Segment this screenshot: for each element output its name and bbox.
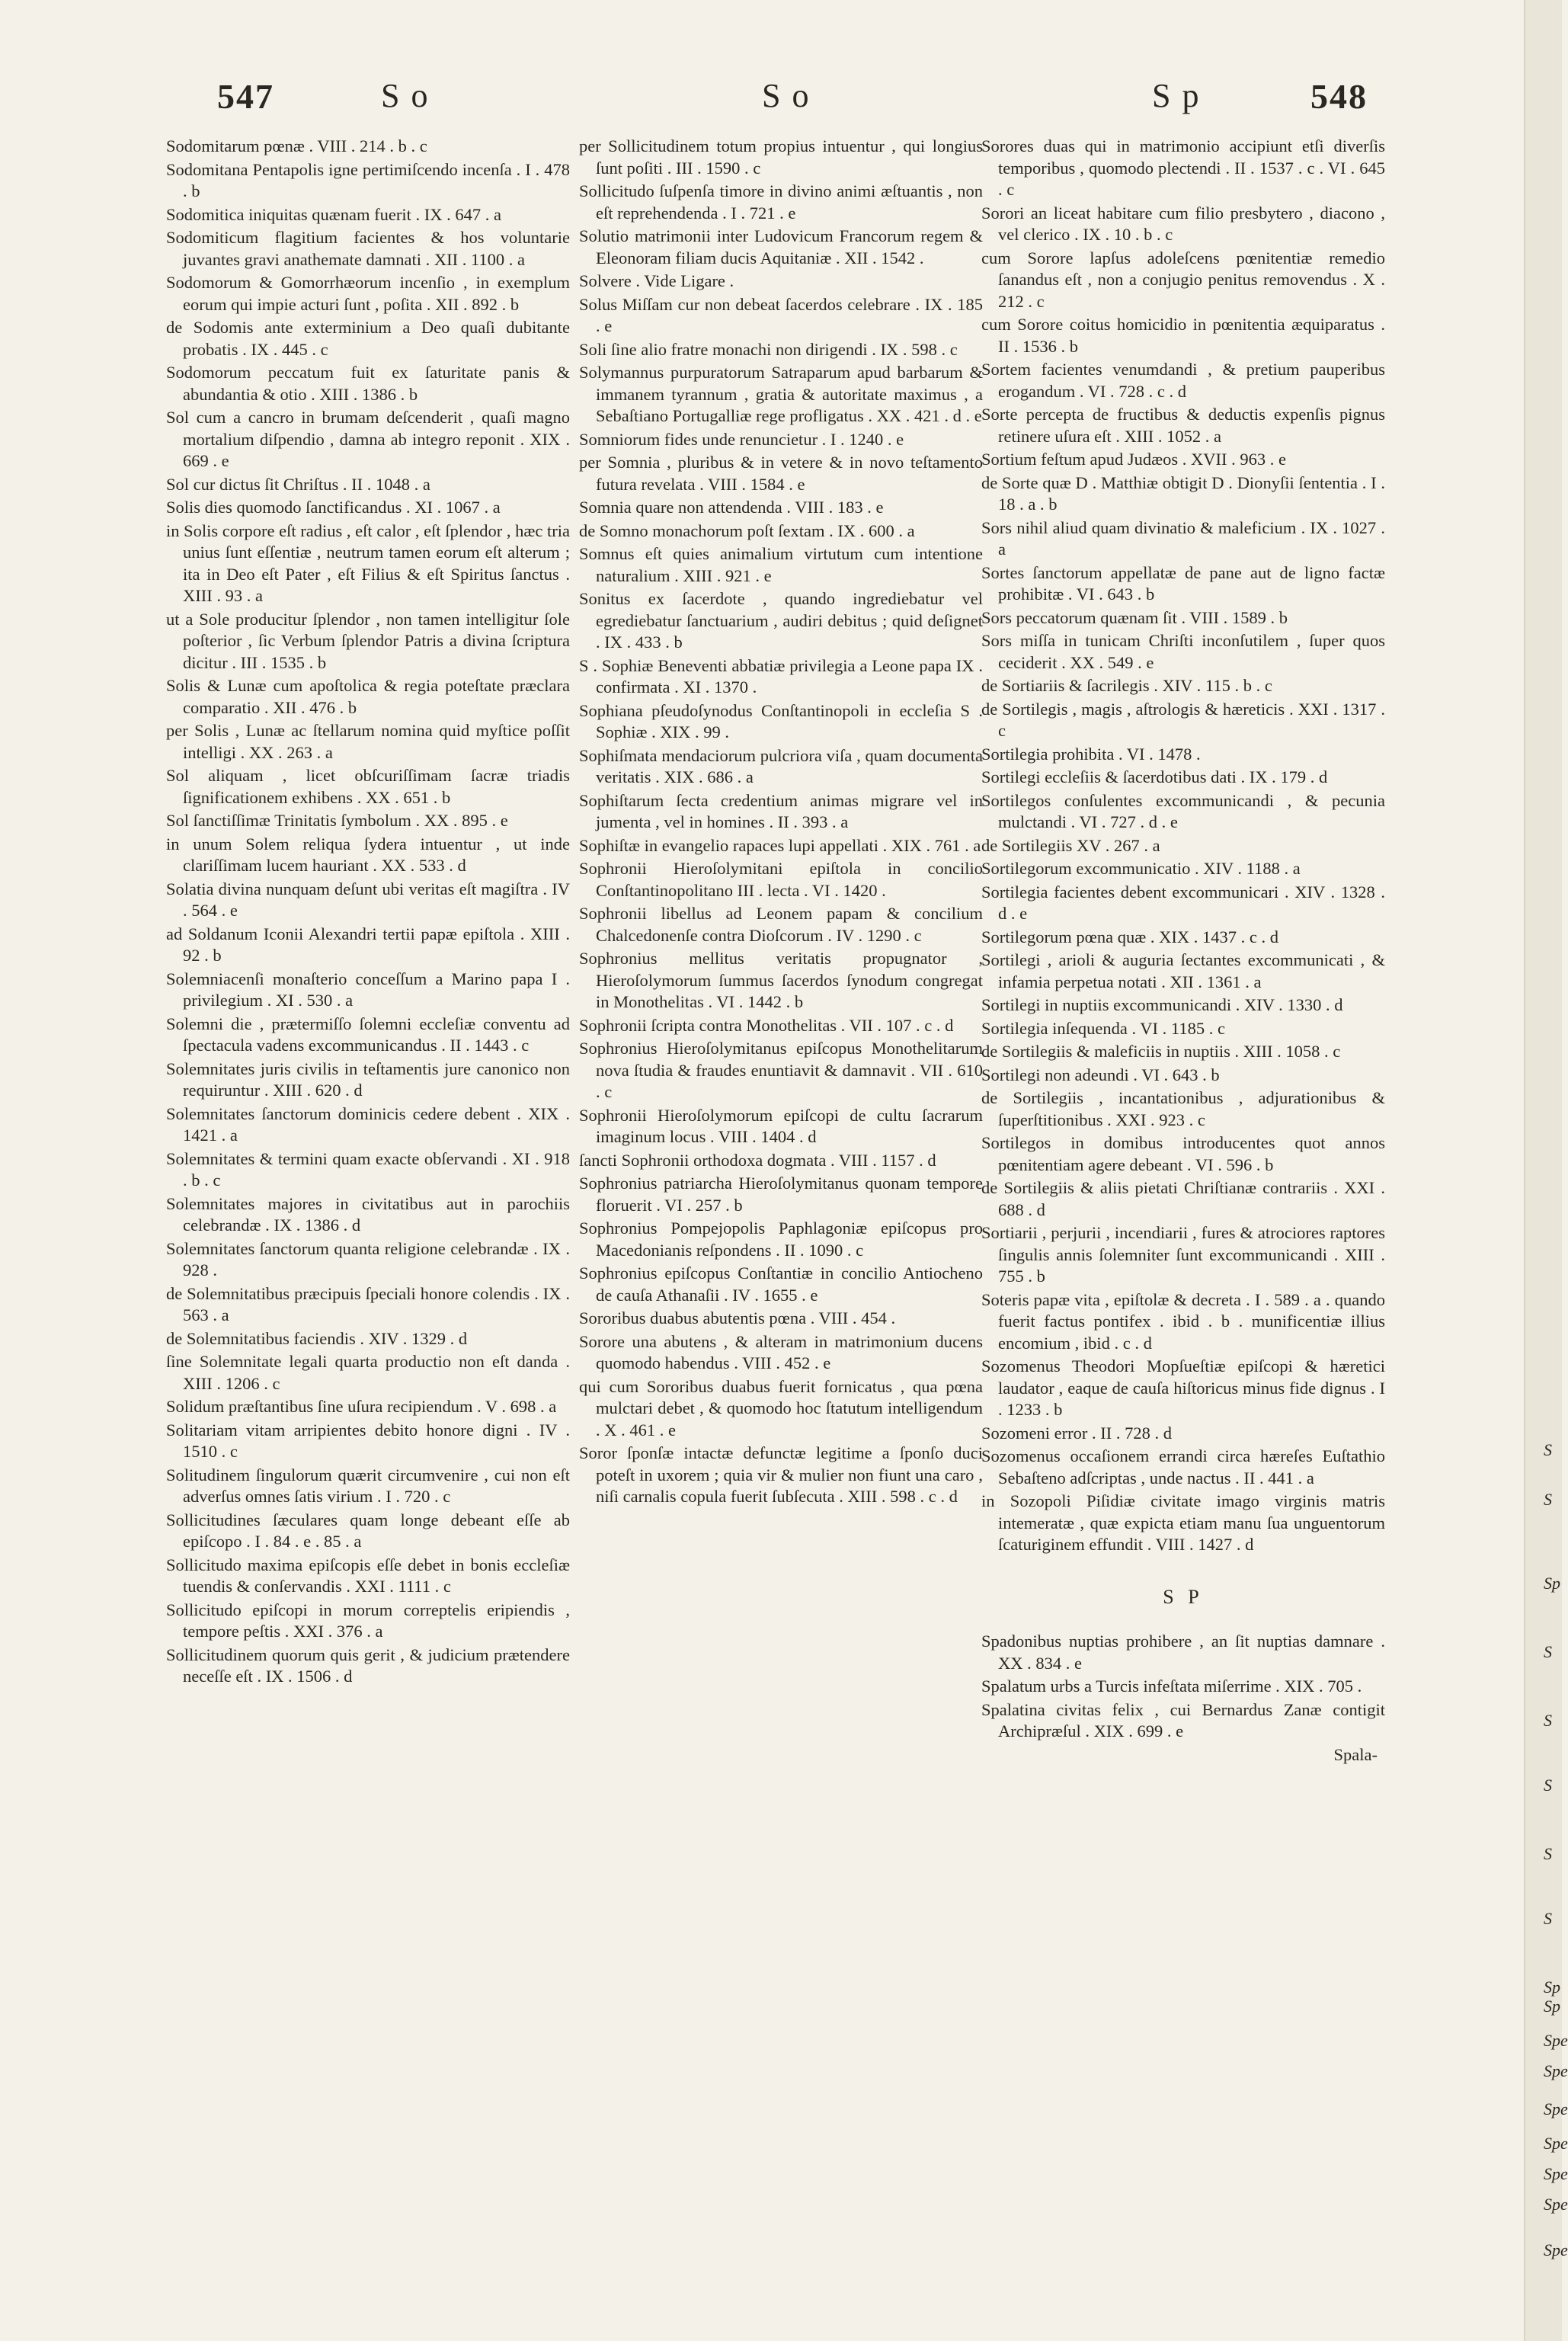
index-entry: Sophronius Hieroſolymitanus epiſcopus Monothelitarum nova ſtudia & fraudes enuntiavit & damnavit . VII . 610 . c <box>579 1039 983 1101</box>
index-column-2 <box>579 136 983 1510</box>
index-entry: Sodomitica iniquitas quænam fuerit . IX . 647 . a <box>166 204 501 224</box>
index-entry: S . Sophiæ Beneventi abbatiæ privilegia a Leone papa IX . confirmata . XI . 1370 . <box>579 655 983 697</box>
index-entry: Sortem facientes venumdandi , & pretium pauperibus erogandum . VI . 728 . c . d <box>981 360 1385 401</box>
index-entry: Spadonibus nuptias prohibere , an ſit nuptias damnare . XX . 834 . e <box>981 1632 1385 1673</box>
index-entry: ad Soldanum Iconii Alexandri tertii papæ epiſtola . XIII . 92 . b <box>166 924 570 965</box>
index-entry: de Sortiariis & ſacrilegis . XIV . 115 . b . c <box>981 676 1272 695</box>
index-entry: Sozomenus occaſionem errandi circa hæreſes Euſtathio Sebaſteno adſcriptas , unde nactus . II . 441 . a <box>981 1446 1385 1488</box>
index-entry: cum Sorore lapſus adoleſcens pœnitentiæ remedio ſanandus eſt , non a conjugio penitus removendus . X . 212 . c <box>981 248 1385 311</box>
margin-stub: S <box>1544 1642 1552 1661</box>
letters-left: S o <box>381 77 430 114</box>
index-entry: Sorores duas qui in matrimonio accipiunt etſi diverſis temporibus , quomodo plectendi . II . 1537 . c . VI . 645 . c <box>981 136 1385 199</box>
index-entry: Sodomorum & Gomorrhæorum incenſio , in exemplum eorum qui impie acturi ſunt , poſita . XII . 892 . b <box>166 273 570 314</box>
index-entry: de Sortilegis , magis , aſtrologis & hæreticis . XXI . 1317 . c <box>981 699 1385 740</box>
letters-center: S o <box>762 77 811 114</box>
index-entry: Somniorum fides unde renuncietur . I . 1240 . e <box>579 429 904 449</box>
index-entry: Sortilegia prohibita . VI . 1478 . <box>981 744 1201 764</box>
index-entry: Solitariam vitam arripientes debito honore digni . IV . 1510 . c <box>166 1420 570 1461</box>
index-entry: de Solemnitatibus faciendis . XIV . 1329 . d <box>166 1328 468 1348</box>
margin-stub: Spe <box>1544 2240 1568 2259</box>
index-entry: Solvere . Vide Ligare . <box>579 271 734 290</box>
index-entry: Solatia divina nunquam deſunt ubi veritas eſt magiſtra . IV . 564 . e <box>166 879 570 920</box>
index-entry: Sollicitudinem quorum quis gerit , & judicium prætendere neceſſe eſt . IX . 1506 . d <box>166 1644 570 1686</box>
index-entry: Sortilegorum pœna quæ . XIX . 1437 . c . d <box>981 927 1278 946</box>
index-entry: Sortilegorum excommunicatio . XIV . 1188 . a <box>981 859 1301 878</box>
margin-stub: Spe <box>1544 2031 1568 2050</box>
index-entry: de Somno monachorum poſt ſextam . IX . 600 . a <box>579 520 915 540</box>
index-entry: Soli ſine alio fratre monachi non dirigendi . IX . 598 . c <box>579 339 958 359</box>
index-entry: de Sortilegiis XV . 267 . a <box>981 835 1160 855</box>
index-entry: per Somnia , pluribus & in vetere & in novo teſtamento futura revelata . VIII . 1584 . e <box>579 453 983 494</box>
index-entry: Sodomorum peccatum fuit ex ſaturitate panis & abundantia & otio . XIII . 1386 . b <box>166 363 570 404</box>
index-entry: in Sozopoli Piſidiæ civitate imago virginis matris intemeratæ , quæ expicta etiam manu ſua unguentorum ſcaturiginem effundit . VIII . 1427 . d <box>981 1491 1385 1554</box>
index-entry: Sophronii ſcripta contra Monothelitas . VII . 107 . c . d <box>579 1015 954 1035</box>
index-entry: Sortiarii , perjurii , incendiarii , fures & atrociores raptores ſingulis annis ſolemniter ſunt excommunicandi . XIII . 755 . b <box>981 1223 1385 1286</box>
index-entry: Sol aliquam , licet obſcuriſſimam ſacræ triadis ſignificationem exhibens . XX . 651 . b <box>166 766 570 807</box>
index-entry: Sol ſanctiſſimæ Trinitatis ſymbolum . XX . 895 . e <box>166 811 508 830</box>
index-entry: Sorore una abutens , & alteram in matrimonium ducens quomodo habendus . VIII . 452 . e <box>579 1331 983 1372</box>
index-entry: Sozomenus Theodori Mopſueſtiæ epiſcopi & hæretici laudator , eaque de cauſa hiſtoricus minus fide dignus . I . 1233 . b <box>981 1356 1385 1419</box>
margin-stub: S <box>1544 1711 1552 1730</box>
index-entry: Sororibus duabus abutentis pœna . VIII . 454 . <box>579 1308 896 1327</box>
index-entry: Soteris papæ vita , epiſtolæ & decreta . I . 589 . a . quando fuerit factus pontifex . ibid . b . munificentiæ illius encomium , ibid . c . d <box>981 1289 1385 1353</box>
index-entry: Sors nihil aliud quam divinatio & maleficium . IX . 1027 . a <box>981 517 1385 559</box>
margin-stub: S <box>1544 1909 1552 1928</box>
index-entry: Solymannus purpuratorum Satraparum apud barbarum & immanem tyrannum , gratia & autoritate maximus , a Sebaſtiano Portugalliæ rege profligatus . XX . 421 . d . e <box>579 363 983 425</box>
index-entry: Sortilegia inſequenda . VI . 1185 . c <box>981 1018 1225 1038</box>
margin-stub: Spe <box>1544 2164 1568 2183</box>
index-column-3 <box>981 136 1385 1766</box>
index-entry: Sophiana pſeudoſynodus Conſtantinopoli in eccleſia S . Sophiæ . XIX . 99 . <box>579 700 983 741</box>
index-entry: Sortilegi in nuptiis excommunicandi . XIV . 1330 . d <box>981 995 1343 1014</box>
index-entry: Somnus eſt quies animalium virtutum cum intentione naturalium . XIII . 921 . e <box>579 544 983 585</box>
index-entry: in Solis corpore eſt radius , eſt calor , eſt ſplendor , hæc tria unius ſunt eſſentiæ , neutrum tamen eorum eſt alterum ; ita in Deo eſt Pater , eſt Filius & eſt Spiritus ſanctus . XIII . 93 . a <box>166 520 570 605</box>
running-head <box>0 76 1560 130</box>
index-entry: Solutio matrimonii inter Ludovicum Francorum regem & Eleonoram filiam ducis Aquitaniæ . XII . 1542 . <box>579 226 983 267</box>
margin-stub: S <box>1544 1490 1552 1509</box>
index-entry: Sophronius patriarcha Hieroſolymitanus quonam tempore floruerit . VI . 257 . b <box>579 1174 983 1215</box>
index-entry: Solemni die , prætermiſſo ſolemni eccleſiæ conventu ad ſpectacula vadens excommunicandus . II . 1443 . c <box>166 1014 570 1055</box>
index-entry: Somnia quare non attendenda . VIII . 183 . e <box>579 498 884 517</box>
margin-stub: Sp <box>1544 1978 1560 1997</box>
index-entry: Sodomitana Pentapolis igne pertimiſcendo incenſa . I . 478 . b <box>166 159 570 200</box>
index-entry: Sortilegi non adeundi . VI . 643 . b <box>981 1065 1220 1084</box>
index-entry: per Sollicitudinem totum propius intuentur , qui longius ſunt poſiti . III . 1590 . c <box>579 136 983 178</box>
margin-stub: Spe <box>1544 2195 1568 2214</box>
index-entry: Sol cur dictus ſit Chriſtus . II . 1048 . a <box>166 474 430 494</box>
index-entry: Sophronius mellitus veritatis propugnator , Hieroſolymorum ſummus ſacerdos ſynodum congregat in Monothelitas . VI . 1442 . b <box>579 949 983 1011</box>
index-entry: Sortilegos in domibus introducentes quot annos pœnitentiam agere debeant . VI . 596 . b <box>981 1133 1385 1174</box>
index-entry: Sophronii libellus ad Leonem papam & concilium Chalcedonenſe contra Dioſcorum . IV . 1290 . c <box>579 904 983 945</box>
index-entry: Sophiſmata mendaciorum pulcriora viſa , quam documenta veritatis . XIX . 686 . a <box>579 745 983 786</box>
index-entry: Sophronii Hieroſolymorum epiſcopi de cultu ſacrarum imaginum locus . VIII . 1404 . d <box>579 1105 983 1146</box>
index-entry: Soror ſponſæ intactæ defunctæ legitime a ſponſo duci poteſt in uxorem ; quia vir & mulier non fiunt una caro , niſi carnalis copula fuerit ſubſecuta . XIII . 598 . c . d <box>579 1443 983 1506</box>
index-entry: Sortilegos conſulentes excommunicandi , & pecunia mulctandi . VI . 727 . d . e <box>981 790 1385 831</box>
margin-stub: Spe <box>1544 2099 1568 2118</box>
index-entry: Solemnitates ſanctorum quanta religione celebrandæ . IX . 928 . <box>166 1238 570 1279</box>
index-entry: Sollicitudo epiſcopi in morum correptelis eripiendis , tempore peſtis . XXI . 376 . a <box>166 1600 570 1641</box>
index-entry: Sophronius epiſcopus Conſtantiæ in concilio Antiocheno de cauſa Athanaſii . IV . 1655 . e <box>579 1263 983 1305</box>
margin-stub: S <box>1544 1776 1552 1795</box>
index-entry: Solemnitates ſanctorum dominicis cedere debent . XIX . 1421 . a <box>166 1103 570 1145</box>
index-entry: Sozomeni error . II . 728 . d <box>981 1423 1172 1443</box>
index-entry: Solitudinem ſingulorum quærit circumvenire , cui non eſt adverſus omnes ſatis virium . I . 720 . c <box>166 1465 570 1506</box>
column-3-entries <box>981 136 1385 1556</box>
index-entry: Sollicitudo ſuſpenſa timore in divino animi æſtuantis , non eſt reprehendenda . I . 721 . e <box>579 181 983 223</box>
section-sp-entries <box>981 1631 1385 1743</box>
index-entry: Sors peccatorum quænam ſit . VIII . 1589 . b <box>981 607 1288 627</box>
index-column-1 <box>166 136 570 1689</box>
index-entry: Sortilegi , arioli & auguria ſectantes excommunicati , & infamia perpetua notati . XII . 1361 . a <box>981 950 1385 991</box>
index-entry: Sors miſſa in tunicam Chriſti inconſutilem , ſuper quos ceciderit . XX . 549 . e <box>981 631 1385 672</box>
index-entry: Sollicitudines ſæculares quam longe debeant eſſe ab epiſcopo . I . 84 . e . 85 . a <box>166 1510 570 1551</box>
page-number-left: 547 <box>217 77 274 116</box>
index-entry: Sortilegi eccleſiis & ſacerdotibus dati . IX . 179 . d <box>981 767 1328 786</box>
index-entry: Solemnitates & termini quam exacte obſervandi . XI . 918 . b . c <box>166 1148 570 1190</box>
index-entry: de Sorte quæ D . Matthiæ obtigit D . Dionyſii ſententia . I . 18 . a . b <box>981 472 1385 514</box>
margin-stub: Sp <box>1544 1574 1560 1593</box>
index-entry: Solemnitates juris civilis in teſtamentis jure canonico non requiruntur . XIII . 620 . d <box>166 1058 570 1100</box>
index-entry: ſine Solemnitate legali quarta productio non eſt danda . XIII . 1206 . c <box>166 1352 570 1393</box>
index-entry: Sorori an liceat habitare cum filio presbytero , diacono , vel clerico . IX . 10 . b . c <box>981 203 1385 244</box>
index-entry: Solus Miſſam cur non debeat ſacerdos celebrare . IX . 185 . e <box>579 294 983 335</box>
index-entry: Solis & Lunæ cum apoſtolica & regia poteſtate præclara comparatio . XII . 476 . b <box>166 676 570 717</box>
index-entry: Sortilegia facientes debent excommunicari . XIV . 1328 . d . e <box>981 882 1385 923</box>
index-entry: Sodomiticum flagitium facientes & hos voluntarie juvantes gravi anathemate damnati . XII . 1100 . a <box>166 228 570 269</box>
index-entry: Solemniacenſi monaſterio conceſſum a Marino papa I . privilegium . XI . 530 . a <box>166 969 570 1010</box>
index-entry: cum Sorore coitus homicidio in pœnitentia æquiparatus . II . 1536 . b <box>981 315 1385 356</box>
index-entry: Solidum præſtantibus ſine uſura recipiendum . V . 698 . a <box>166 1397 557 1416</box>
index-entry: ut a Sole producitur ſplendor , non tamen intelligitur ſole poſterior , ſic Verbum ſplendor Patris a divina ſcriptura dicitur . III . 1535 . b <box>166 609 570 672</box>
section-heading-sp: S P <box>1163 1585 1204 1608</box>
next-page-margin-strip <box>1524 0 1568 2341</box>
margin-stub: Sp <box>1544 1997 1560 2016</box>
margin-stub: S <box>1544 1440 1552 1459</box>
index-entry: Sodomitarum pœnæ . VIII . 214 . b . c <box>166 136 427 155</box>
index-entry: de Sortilegiis , incantationibus , adjurationibus & ſuperſtitionibus . XXI . 923 . c <box>981 1088 1385 1129</box>
index-entry: Solemnitates majores in civitatibus aut in parochiis celebrandæ . IX . 1386 . d <box>166 1193 570 1235</box>
index-entry: Sonitus ex ſacerdote , quando ingrediebatur vel egrediebatur ſanctuarium , audiri debitus ; quid deſignet . IX . 433 . b <box>579 589 983 652</box>
index-entry: Sophiſtarum ſecta credentium animas migrare vel in jumenta , vel in homines . II . 393 . a <box>579 790 983 831</box>
index-entry: Sortes ſanctorum appellatæ de pane aut de ligno factæ prohibitæ . VI . 643 . b <box>981 562 1385 604</box>
margin-stub: S <box>1544 1844 1552 1863</box>
index-entry: Sollicitudo maxima epiſcopis eſſe debet in bonis eccleſiæ tuendis & conſervandis . XXI . 1111 . c <box>166 1555 570 1596</box>
index-entry: Sol cum a cancro in brumam deſcenderit , quaſi magno mortalium diſpendio , damna ab integro reponit . XIX . 669 . e <box>166 408 570 470</box>
index-entry: de Sortilegiis & aliis pietati Chriſtianæ contrariis . XXI . 688 . d <box>981 1178 1385 1219</box>
index-entry: Spalatum urbs a Turcis infeſtata miſerrime . XIX . 705 . <box>981 1676 1362 1696</box>
index-entry: Sophronius Pompejopolis Paphlagoniæ epiſcopus pro Macedonianis reſpondens . II . 1090 . c <box>579 1219 983 1260</box>
index-entry: de Sortilegiis & maleficiis in nuptiis . XIII . 1058 . c <box>981 1042 1341 1061</box>
catchword: Spala- <box>1333 1744 1378 1764</box>
margin-stub: Spe <box>1544 2061 1568 2080</box>
index-entry: ſancti Sophronii orthodoxa dogmata . VIII . 1157 . d <box>579 1150 936 1170</box>
index-entry: Solis dies quomodo ſanctificandus . XI . 1067 . a <box>166 498 501 517</box>
letters-right: S p <box>1152 77 1201 114</box>
margin-stub: Spe <box>1544 2134 1568 2153</box>
index-entry: Sophiſtæ in evangelio rapaces lupi appellati . XIX . 761 . a <box>579 835 981 855</box>
index-entry: Spalatina civitas felix , cui Bernardus Zanæ contigit Archipræſul . XIX . 699 . e <box>981 1699 1385 1741</box>
page-number-right: 548 <box>1310 77 1368 116</box>
index-entry: in unum Solem reliqua ſydera intuentur , ut inde clariſſimam lucem hauriant . XX . 533 . d <box>166 834 570 875</box>
index-entry: Sorte percepta de fructibus & deductis expenſis pignus retinere uſura eſt . XIII . 1052 . a <box>981 405 1385 446</box>
index-entry: de Solemnitatibus præcipuis ſpeciali honore colendis . IX . 563 . a <box>166 1283 570 1324</box>
index-entry: Sophronii Hieroſolymitani epiſtola in concilio Conſtantinopolitano III . lecta . VI . 1420 . <box>579 859 983 900</box>
index-entry: Sortium feſtum apud Judæos . XVII . 963 . e <box>981 450 1286 469</box>
index-entry: per Solis , Lunæ ac ſtellarum nomina quid myſtice poſſit intelligi . XX . 263 . a <box>166 721 570 762</box>
index-entry: de Sodomis ante exterminium a Deo quaſi dubitante probatis . IX . 445 . c <box>166 318 570 359</box>
index-entry: qui cum Sororibus duabus fuerit fornicatus , qua pœna mulctari debet , & quomodo hoc ſtatutum intelligendum . X . 461 . e <box>579 1376 983 1440</box>
